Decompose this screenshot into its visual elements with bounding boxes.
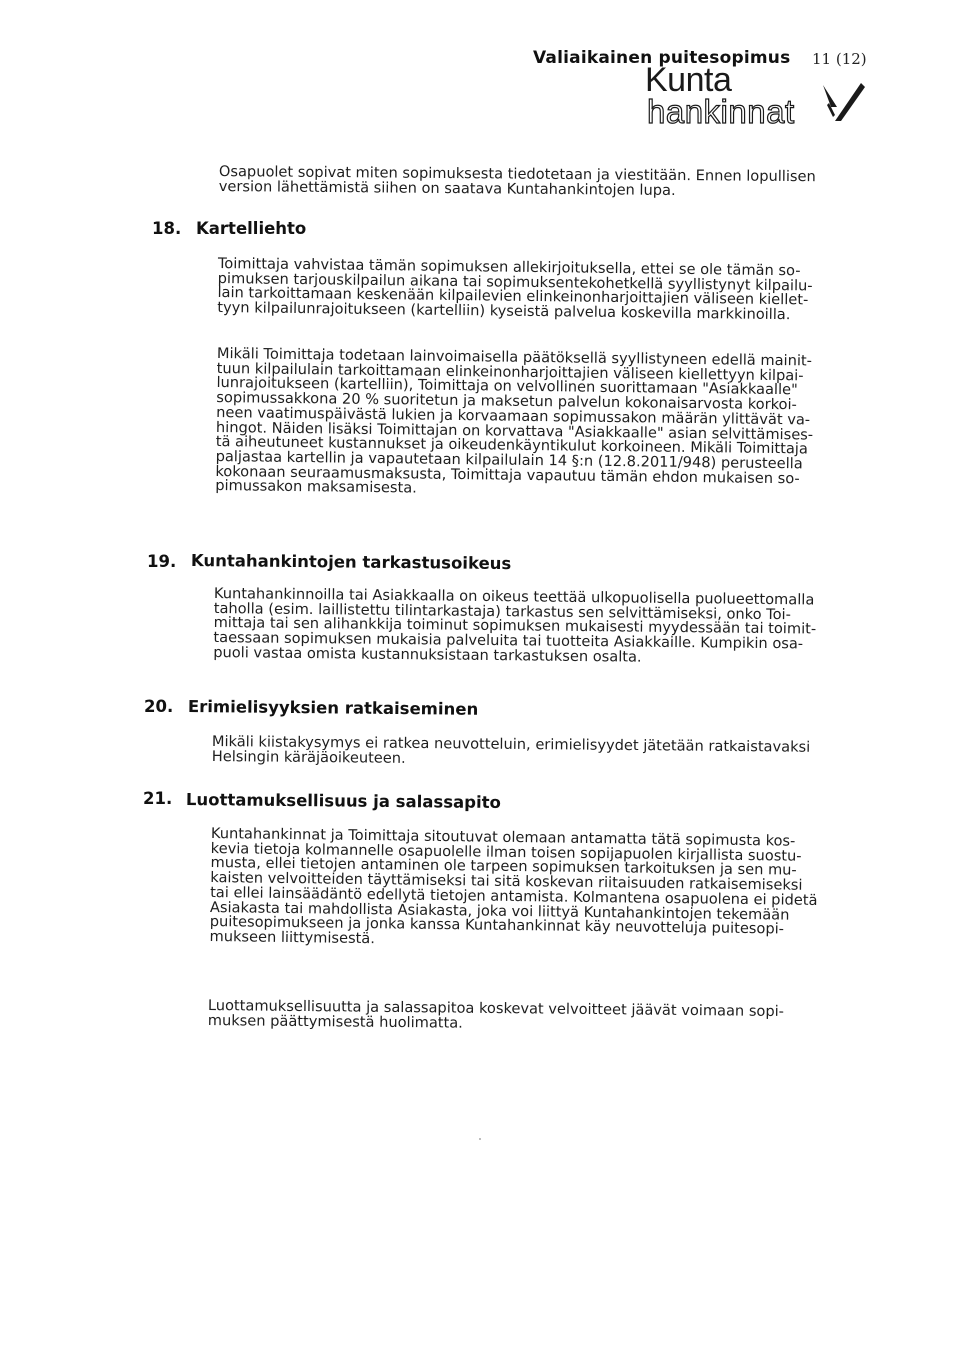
section-paragraph: Mikäli kiistakysymys ei ratkea neuvotteluin, erimielisyydet jätetään ratkaistavaksi Helsingin käräjäoikeuteen. — [211, 733, 811, 767]
scan-speck — [479, 1138, 481, 1140]
section-number: 19. — [147, 552, 177, 571]
section-title: Kuntahankintojen tarkastusoikeus — [190, 551, 512, 574]
section-paragraph: Toimittaja vahvistaa tämän sopimuksen allekirjoituksella, ettei se ole tämän so- pimuksen tarjouskilpailun aikana tai sopimuksentekohetkellä syyllistynyt kilpailu- lain tarkoittamaan keskenään kilpailevien elinkeinonharjoittajien väliseen kiellet- tyyn kilpailunrajoitukseen (kartelliin) kyseistä palvelua koskevilla markkinoilla. — [217, 255, 813, 324]
logo-text-hankinnat: hankinnat — [647, 93, 795, 130]
intro-paragraph: Osapuolet sopivat miten sopimuksesta tiedotetaan ja viestitään. Ennen lopullisen version lähettämistä siihen on saatava Kuntahankintojen lupa. — [218, 163, 816, 199]
document-title: Valiaikainen puitesopimus — [533, 48, 791, 68]
section-title: Kartelliehto — [196, 219, 307, 238]
section-paragraph: Mikäli Toimittaja todetaan lainvoimaisella päätöksellä syyllistyneen edellä mainit- tuun kilpailulain tarkoittamaan elinkeinonharjoittajien väliseen kiellettyyn kilpai- lunrajoitukseen (kartelliin), Toimittaja on velvollinen suorittamaan "Asiakkaalle" sopimussakkona 20 % suoritetun ja maksetun palvelun kokonaisarvosta korkoi- neen vaatimuspäivästä lukien ja korvaamaan sopimussakon määrän ylittävät va- hingot. Näiden lisäksi Toimittajan on korvattava "Asiakkaalle" asian selvittämises- tä aiheutuneet kustannukset ja oikeudenkäyntikulut korkoineen. Mikäli Toimittaja paljastaa kartellin ja vapautetaan kilpailulain 14 §:n (12.8.2011/948) perusteella kokonaan seuraamusmaksusta, Toimittaja vapautuu tämän ehdon mukaisen so- pimussakon maksamisesta. — [215, 345, 814, 497]
section-title: Erimielisyyksien ratkaiseminen — [187, 697, 479, 719]
section-paragraph: Kuntahankinnat ja Toimittaja sitoutuvat olemaan antamatta tätä sopimusta kos- kevia tietoja kolmannelle osapuolelle ilman toisen sopijapuolen kirjallista suostu- musta, ellei tietojen antaminen ole tarpeen sopimuksen tarkoituksen ja sen mu- kaisten velvoitteiden täyttämiseksi tai sitä koskevan riitaisuuden ratkaisemiseksi tai ellei lainsäädäntö edellytä tietojen antamista. Kolmantena osapuolena ei pidetä Asiakasta tai mahdollista Asiakasta, joka voi liittyä Kuntahankintojen tekemään puitesopimukseen ja jonka kanssa Kuntahankinnat käy neuvotteluja puitesopi- mukseen liittymisestä. — [209, 825, 818, 948]
section-paragraph: Luottamuksellisuutta ja salassapitoa koskevat velvoitteet jäävät voimaan sopi- muksen päättymisestä huolimatta. — [207, 997, 785, 1032]
section-paragraph: Kuntahankinnoilla tai Asiakkaalla on oikeus teettää ulkopuolisella puolueettomalla taholla (esim. laillistettu tilintarkastaja) tarkastus sen selvittämiseksi, onko Toi- mittaja tai sen alihankkija toiminut sopimuksen mukaisesti myydessään tai toimit- taessaan sopimuksen mukaisia palveluita tai tuotteita Asiakkaille. Kumpikin osa- puoli vastaa omista kustannuksistaan tarkastuksen osalta. — [213, 585, 817, 666]
logo-check-mark-icon — [821, 77, 871, 125]
section-number: 18. — [152, 219, 182, 238]
logo-text-kunta: Kunta — [645, 61, 732, 99]
kuntahankinnat-logo — [645, 63, 875, 133]
page-number: 11 (12) — [812, 50, 867, 68]
section-title: Luottamuksellisuus ja salassapito — [185, 790, 502, 813]
section-number: 21. — [143, 789, 173, 808]
section-number: 20. — [144, 697, 174, 716]
